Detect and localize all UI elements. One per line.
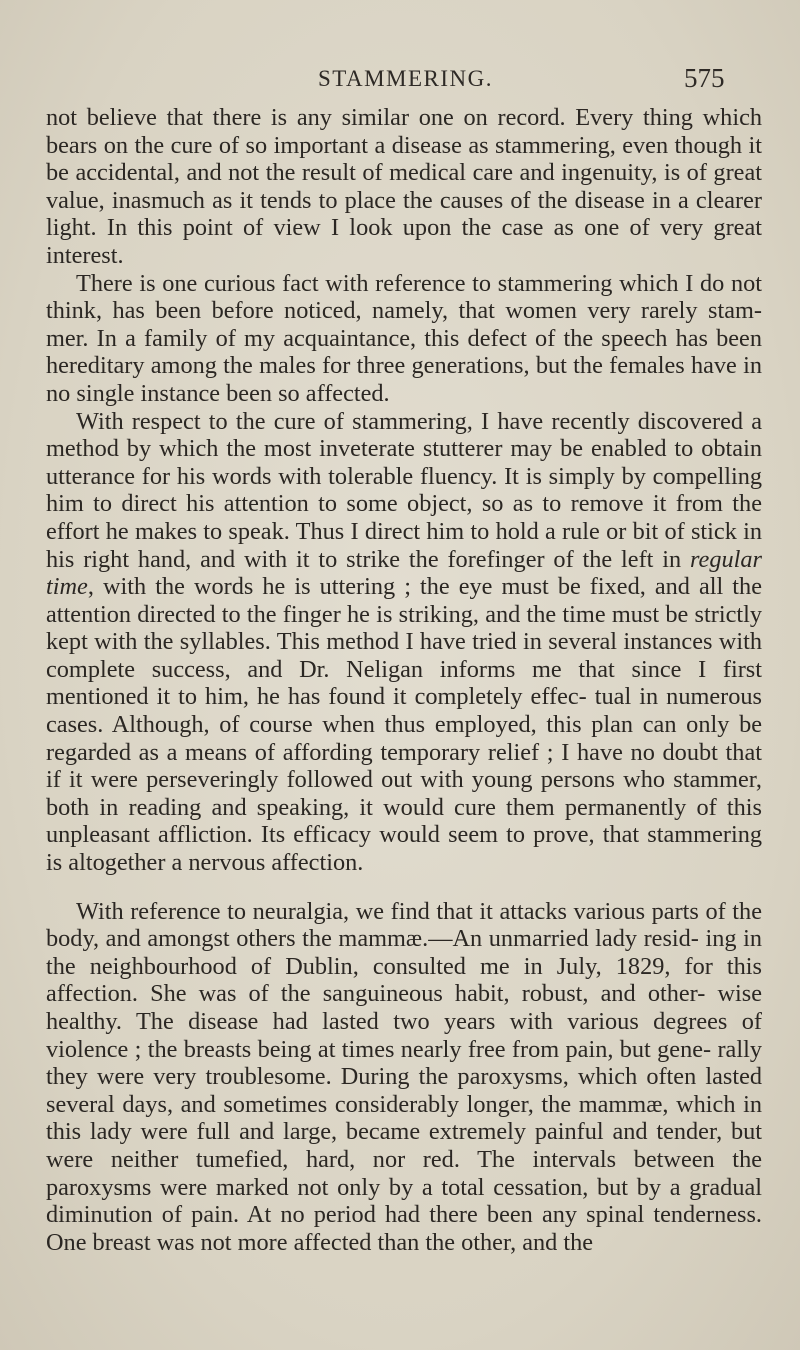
emphasis-text: regular time [46, 545, 762, 601]
paragraph-neuralgia [46, 898, 762, 1257]
paragraph-text: not believe that there is any similar one on record. Every thing which bears on the cure of so important a disease as stammering, even though it be accidental, and not the result of medical care and ingenuity, is of great value, inasmuch as it tends to place the causes of the disease in a clearer light. In this point of view I look upon the case as one of very great interest. [46, 104, 762, 269]
page-number: 575 [684, 63, 725, 93]
paragraph-cure-method [46, 408, 762, 877]
paragraph-women-stammer [46, 270, 762, 408]
paragraph-text: With respect to the cure of stammering, I have recently discovered a method by which the most inveterate stutterer may be enabled to obtain utterance for his words with tolerable fluency. It is simply by compelling him to direct his attention to some object, so as to remove it from the effort he makes to speak. Thus I direct him to hold a rule or bit of stick in his right hand, and with it to strike the forefinger of the left in [46, 407, 762, 573]
paragraph-continuation [46, 104, 762, 270]
paragraph-text: , with the words he is uttering ; the eye must be fixed, and all the attention directed to the finger he is striking, and the time must be strictly kept with the syllables. This method I have tried in several instances with complete success, and Dr. Neligan informs me that since I first mentioned it to him, he has found it completely effec- tual in numerous cases. Although, of course when thus employed, this plan can only be regarded as a means of affording temporary relief ; I have no doubt that if it were perseveringly followed out with young persons who stammer, both in reading and speaking, it would cure them permanently of this unpleasant affliction. Its efficacy would seem to prove, that stammering is altogether a nervous affection. [46, 573, 762, 877]
page-header [0, 63, 800, 96]
paragraph-text: With reference to neuralgia, we find that it attacks various parts of the body, and amongst others the mammæ.—An unmarried lady resid- ing in the neighbourhood of Dublin, consulted me in July, 1829, for this affection. She was of the sanguineous habit, robust, and other- wise healthy. The disease had lasted two years with various degrees of violence ; the breasts being at times nearly free from pain, but gene- rally they were very troublesome. During the paroxysms, which often lasted several days, and sometimes considerably longer, the mammæ, which in this lady were full and large, became extremely painful and tender, but were neither tumefied, hard, nor red. The intervals between the paroxysms were marked not only by a total cessation, but by a gradual diminution of pain. At no period had there been any spinal tenderness. One breast was not more affected than the other, and the [46, 897, 762, 1256]
running-title: STAMMERING. [318, 66, 494, 91]
body-text [46, 104, 762, 1256]
paragraph-text: There is one curious fact with reference to stammering which I do not think, has been before noticed, namely, that women very rarely stam- mer. In a family of my acquaintance, this defect of the speech has been hereditary among the males for three generations, but the females have in no single instance been so affected. [46, 269, 762, 407]
